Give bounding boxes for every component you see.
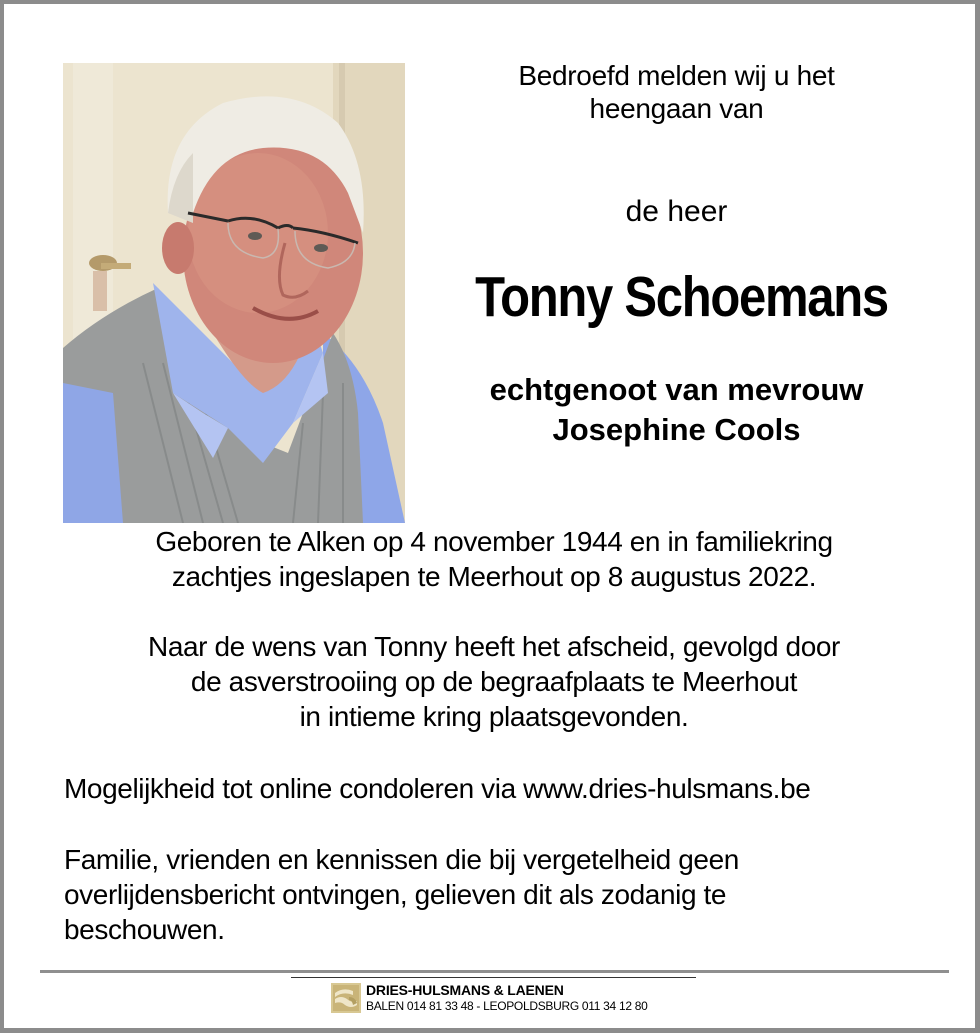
- paragraph-line: Naar de wens van Tonny heeft het afscheid, gevolgd door: [148, 631, 840, 662]
- spouse-line: echtgenoot van mevrouw: [489, 372, 864, 407]
- intro-line: heengaan van: [589, 93, 764, 124]
- paragraph-line: de asverstrooiing op de begraafplaats te Meerhout: [190, 666, 798, 697]
- paragraph-line: zachtjes ingeslapen te Meerhout op 8 augustus 2022.: [171, 561, 817, 592]
- farewell-paragraph: [44, 629, 944, 734]
- intro-text: [434, 59, 919, 125]
- spouse-name: Josephine Cools: [552, 412, 801, 447]
- funeral-home-name: DRIES-HULSMANS & LAENEN: [366, 982, 564, 998]
- divider-line: [40, 970, 949, 973]
- paragraph-line: in intieme kring plaatsgevonden.: [299, 701, 689, 732]
- birth-death-paragraph: [44, 524, 944, 594]
- portrait-photo: [63, 63, 405, 523]
- condolence-text: Mogelijkheid tot online condoleren via www.dries-hulsmans.be: [64, 773, 811, 804]
- spouse-text: [434, 370, 919, 450]
- paragraph-line: overlijdensbericht ontvingen, gelieven dit als zodanig te: [64, 879, 727, 910]
- paragraph-line: Geboren te Alken op 4 november 1944 en in familiekring: [155, 526, 833, 557]
- portrait-illustration: [63, 63, 405, 523]
- funeral-home-logo-icon: [331, 983, 361, 1013]
- funeral-home-phones: BALEN 014 81 33 48 - LEOPOLDSBURG 011 34 12 80: [366, 999, 648, 1013]
- paragraph-line: Familie, vrienden en kennissen die bij vergetelheid geen: [64, 844, 739, 875]
- deceased-name: Tonny Schoemans: [475, 265, 888, 329]
- notice-paragraph: [64, 842, 864, 947]
- title-prefix: de heer: [625, 195, 728, 228]
- intro-line: Bedroefd melden wij u het: [518, 60, 835, 91]
- footer-divider-line: [291, 977, 696, 978]
- paragraph-line: beschouwen.: [64, 914, 225, 945]
